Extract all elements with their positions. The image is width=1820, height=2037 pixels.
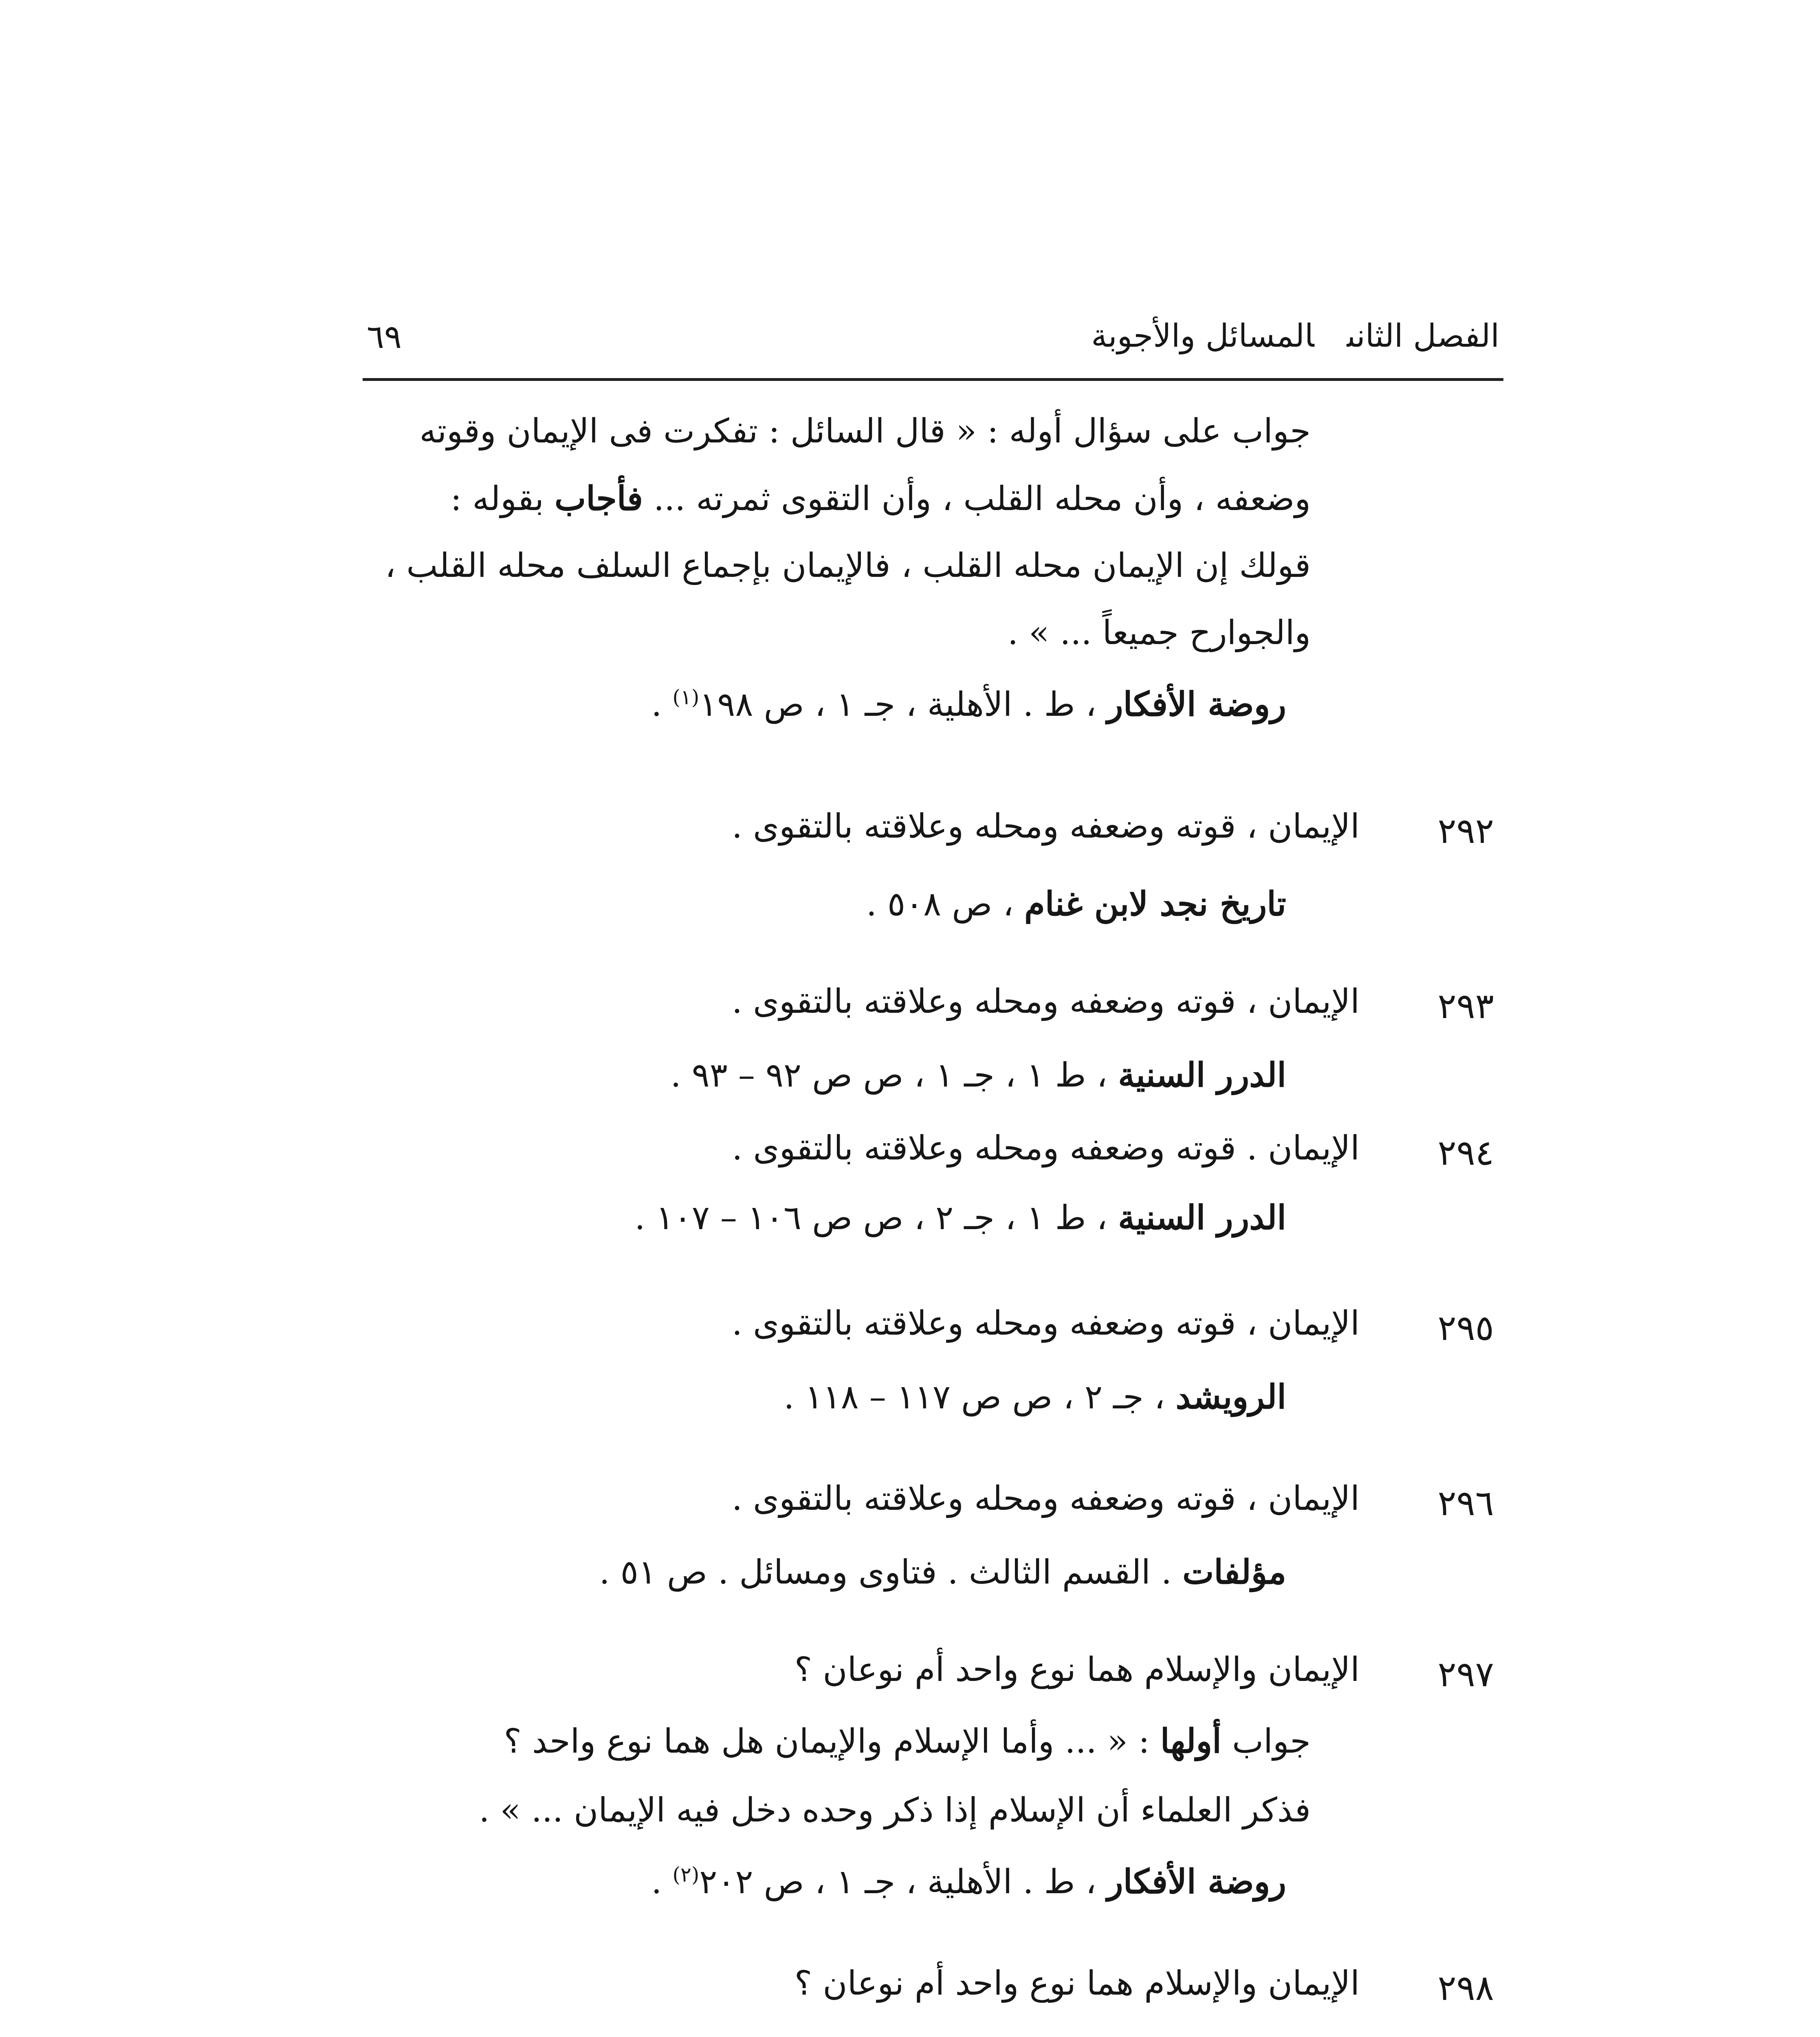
entry-topic: الإيمان ، قوته وضعفه ومحله وعلاقته بالتقوى . xyxy=(731,1479,1360,1518)
page-number: ٦٩ xyxy=(367,318,402,356)
intro-source: روضة الأفكار ، ط . الأهلية ، جـ ١ ، ص ١٩٨$^{(١)}$ . xyxy=(651,685,1286,724)
entry-source: الدرر السنية ، ط ١ ، جـ ١ ، ص ص ٩٢ – ٩٣ . xyxy=(670,1056,1286,1095)
entry-topic: الإيمان . قوته وضعفه ومحله وعلاقته بالتقوى . xyxy=(732,1129,1360,1168)
entry-number: ٢٩٣ xyxy=(1437,986,1494,1027)
entry-source: الدرر السنية ، ط ١ ، جـ ٢ ، ص ص ١٠٦ – ١٠٧ . xyxy=(634,1198,1286,1237)
entry-topic: الإيمان ، قوته وضعفه ومحله وعلاقته بالتقوى . xyxy=(731,982,1360,1021)
header-rule xyxy=(363,378,1503,381)
entry-number: ٢٩٤ xyxy=(1437,1133,1494,1173)
entry-topic: الإيمان ، قوته وضعفه ومحله وعلاقته بالتقوى . xyxy=(731,1304,1360,1343)
page-header xyxy=(367,310,1499,371)
entry-number: ٢٩٦ xyxy=(1437,1483,1494,1524)
entry-topic: الإيمان ، قوته وضعفه ومحله وعلاقته بالتقوى . xyxy=(731,807,1360,846)
entry-number: ٢٩٨ xyxy=(1437,1968,1494,2008)
running-head xyxy=(1091,318,1499,354)
intro-line-2: وضعفه ، وأن محله القلب ، وأن التقوى ثمرته ... فأجاب بقوله : xyxy=(450,479,1311,518)
intro-line-1: جواب على سؤال أوله : « قال السائل : تفكرت فى الإيمان وقوته xyxy=(419,412,1311,451)
entry-number: ٢٩٢ xyxy=(1437,811,1494,851)
intro-line-4: والجوارح جميعاً ... » . xyxy=(1007,614,1311,652)
entry-topic: الإيمان والإسلام هما نوع واحد أم نوعان ؟ xyxy=(794,1964,1360,2003)
intro-line-3: قولك إن الإيمان محله القلب ، فالإيمان بإجماع السلف محله القلب ، xyxy=(385,546,1311,585)
entry-source: مؤلفات . القسم الثالث . فتاوى ومسائل . ص ٥١ . xyxy=(599,1553,1286,1592)
entry-topic: الإيمان والإسلام هما نوع واحد أم نوعان ؟ xyxy=(794,1650,1360,1689)
entry-source: تاريخ نجد لابن غنام ، ص ٥٠٨ . xyxy=(866,884,1286,924)
chapter-title: المسائل والأجوبة xyxy=(1091,318,1314,354)
entry-source: الرويشد ، جـ ٢ ، ص ص ١١٧ – ١١٨ . xyxy=(783,1377,1286,1417)
entry-answer-line-1: جواب أولها : « ... وأما الإسلام والإيمان هل هما نوع واحد ؟ xyxy=(504,1722,1311,1761)
entry-source: روضة الأفكار ، ط . الأهلية ، جـ ١ ، ص ٢٠٢$^{(٢)}$ . xyxy=(651,1862,1286,1901)
entry-number: ٢٩٧ xyxy=(1437,1654,1494,1695)
entry-answer-line-2: فذكر العلماء أن الإسلام إذا ذكر وحده دخل فيه الإيمان ... » . xyxy=(479,1791,1311,1830)
chapter-label: الفصل الثانى xyxy=(1347,318,1499,354)
entry-number: ٢٩٥ xyxy=(1437,1308,1494,1348)
